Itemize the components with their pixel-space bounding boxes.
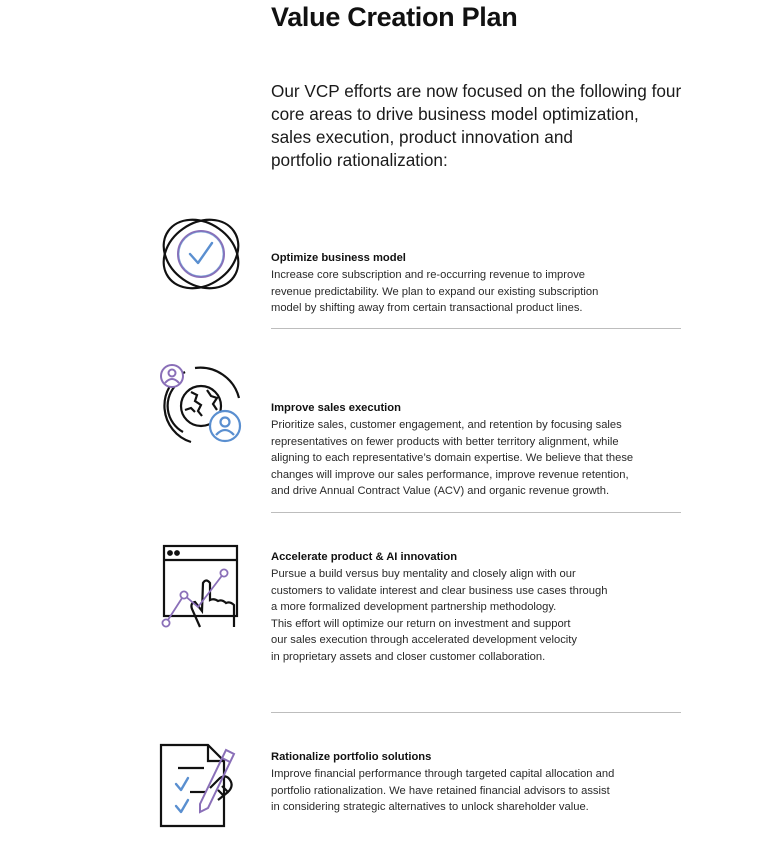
globe-people-icon: [155, 360, 247, 452]
body-line: Pursue a build versus buy mentality and closely align with our: [271, 568, 576, 580]
section-body: [271, 267, 691, 317]
intro-line: sales execution, product innovation and: [271, 127, 573, 147]
body-line: Increase core subscription and re-occurring revenue to improve: [271, 269, 586, 281]
section-improve-sales-execution: [271, 400, 691, 500]
section-rationalize-portfolio: [271, 749, 691, 816]
section-divider: [271, 512, 681, 513]
body-line: a more formalized development partnership methodology.: [271, 601, 557, 614]
section-body: [271, 566, 691, 666]
section-body: [271, 766, 691, 816]
section-body: [271, 417, 691, 500]
body-line: revenue predictability. We plan to expand our existing subscription: [271, 285, 599, 298]
intro-line: portfolio rationalization:: [271, 150, 448, 170]
intro-line: Our VCP efforts are now focused on the following four: [271, 81, 682, 101]
body-line: customers to validate interest and clear business use cases through: [271, 584, 608, 597]
page-title: Value Creation Plan: [271, 2, 518, 32]
body-line: our sales execution through accelerated development velocity: [271, 634, 577, 647]
section-accelerate-product-ai: [271, 549, 691, 666]
section-heading: Rationalize portfolio solutions: [271, 751, 432, 763]
browser-touch-chart-icon: [156, 543, 244, 633]
body-line: changes will improve our sales performance, improve revenue retention,: [271, 468, 629, 481]
section-divider: [271, 328, 681, 329]
body-line: representatives on fewer products with better territory alignment, while: [271, 435, 619, 448]
body-line: aligning to each representative’s domain expertise. We believe that these: [271, 452, 634, 465]
intro-line: core areas to drive business model optimization,: [271, 104, 639, 124]
section-heading: Improve sales execution: [271, 402, 401, 414]
intro-paragraph: [271, 80, 711, 172]
body-line: in considering strategic alternatives to unlock shareholder value.: [271, 801, 589, 814]
body-line: This effort will optimize our return on investment and support: [271, 617, 571, 630]
checklist-document-icon: [156, 740, 244, 832]
body-line: Prioritize sales, customer engagement, and retention by focusing sales: [271, 419, 622, 431]
body-line: portfolio rationalization. We have retained financial advisors to assist: [271, 784, 610, 797]
body-line: model by shifting away from certain transactional product lines.: [271, 302, 583, 315]
section-optimize-business-model: [271, 250, 691, 317]
body-line: and drive Annual Contract Value (ACV) and organic revenue growth.: [271, 485, 610, 498]
section-heading: Optimize business model: [271, 252, 406, 264]
body-line: in proprietary assets and closer customer collaboration.: [271, 650, 546, 663]
checkmark-circle-icon: [156, 209, 246, 299]
section-heading: Accelerate product & AI innovation: [271, 551, 458, 563]
section-divider: [271, 712, 681, 713]
body-line: Improve financial performance through targeted capital allocation and: [271, 768, 615, 780]
